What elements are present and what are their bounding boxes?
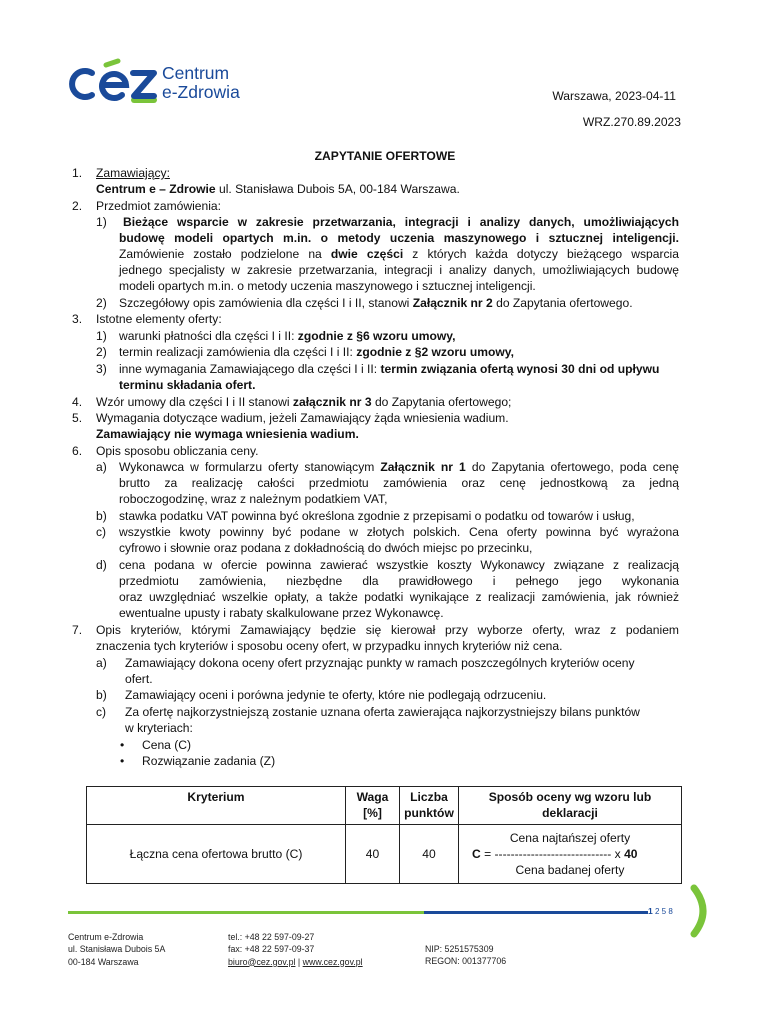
document-reference: WRZ.270.89.2023 <box>582 115 681 129</box>
cez-logo <box>68 58 278 108</box>
item-letter: a) <box>96 460 107 474</box>
text-run-bold: dwie części <box>330 247 404 261</box>
criteria-table <box>86 786 682 884</box>
paragraph-line <box>96 394 511 410</box>
paragraph-line: terminu składania ofert. <box>119 378 256 392</box>
text-run: inne wymagania Zamawiającego dla części I i II: <box>119 362 381 376</box>
item-number: 3) <box>96 362 107 376</box>
paragraph-line <box>119 328 455 344</box>
bullet-icon: • <box>120 754 125 768</box>
footer-phone: tel.: +48 22 597-09-27 <box>228 932 315 942</box>
header-text: punktów <box>404 806 454 820</box>
text-run: do Zapytania ofertowego, poda cenę <box>465 460 679 474</box>
section-number: 3. <box>72 312 83 326</box>
formula-numerator: Cena najtańszej oferty <box>509 831 631 845</box>
document-date: Warszawa, 2023-04-11 <box>552 89 676 103</box>
paragraph-line: Opis kryteriów, którymi Zamawiający będzie się kierował przy wyborze oferty, wraz z podaniem <box>96 623 679 637</box>
text-run-bold: zgodnie z §6 wzoru umowy, <box>297 329 456 343</box>
section-number: 7. <box>72 623 83 637</box>
footer-separator: | <box>295 956 303 967</box>
logo-text-line2: e-Zdrowia <box>162 82 240 102</box>
header-text: deklaracji <box>542 806 598 820</box>
text-run-bold: załącznik nr 3 <box>292 395 372 409</box>
paragraph-line: Za ofertę najkorzystniejszą zostanie uznana oferta zawierająca najkorzystniejszy bilans punktów <box>125 705 640 719</box>
section-heading: Przedmiot zamówienia: <box>96 199 222 213</box>
footer-website-link[interactable]: www.cez.gov.pl <box>302 956 363 967</box>
footer-divider-green <box>68 911 424 914</box>
bullet-item: Rozwiązanie zadania (Z) <box>142 754 276 768</box>
text-run: Zamówienie zostało podzielone na <box>119 247 331 261</box>
item-letter: d) <box>96 558 107 572</box>
footer-registry <box>425 943 506 968</box>
footer-nip: NIP: 5251575309 <box>425 944 494 954</box>
formula-fraction-bar: = ----------------------------- x <box>480 847 625 861</box>
footer-contact <box>228 931 363 968</box>
formula-symbol: C <box>472 847 481 861</box>
formula-line <box>459 846 681 862</box>
paragraph-line: znaczenia tych kryteriów i sposobu oceny ofert, w przypadku innych kryteriów niż cena. <box>96 639 563 653</box>
table-header-row <box>87 787 682 825</box>
paragraph-line <box>119 344 514 360</box>
section-number: 4. <box>72 395 83 409</box>
text-run: Szczegółowy opis zamówienia dla części I i II, stanowi <box>119 296 413 310</box>
footer-arc-icon <box>690 884 714 938</box>
contracting-party <box>96 181 460 197</box>
footer-city: 00-184 Warszawa <box>68 956 139 967</box>
paragraph-line: oraz uwzględniać wszelkie opłaty, a także podatki wynikające z realizacji zamówienia, jak również <box>119 590 679 604</box>
paragraph-line: Zamawiający nie wymaga wniesienia wadium. <box>96 427 359 441</box>
item-number: 2) <box>96 296 107 310</box>
paragraph-line: w kryteriach: <box>125 721 193 735</box>
text-run-bold: Załącznik nr 2 <box>412 296 493 310</box>
paragraph-line: cyfrowo i słownie oraz podana z dokładnością do dwóch miejsc po przecinku, <box>119 541 533 555</box>
item-letter: c) <box>96 705 107 719</box>
section-number: 1. <box>72 166 83 180</box>
document-title: ZAPYTANIE OFERTOWE <box>314 149 456 163</box>
cell-formula <box>459 825 682 884</box>
paragraph-line: roboczogodzinę, wraz z należnym podatkiem VAT, <box>119 492 388 506</box>
paragraph-line: budowę modeli opartych m.in. o metody uczenia maszynowego i sztucznej inteligencji. <box>119 231 679 245</box>
paragraph-line <box>119 246 679 262</box>
paragraph-line: ewentualne upusty i rabaty skalkulowane przez Wykonawcę. <box>119 606 444 620</box>
footer-fax: fax: +48 22 597-09-37 <box>228 944 315 955</box>
footer-org-name: Centrum e-Zdrowia <box>68 932 144 942</box>
item-letter: b) <box>96 509 107 523</box>
contracting-party-address: ul. Stanisława Dubois 5A, 00-184 Warszawa. <box>215 182 460 196</box>
paragraph-line: Bieżące wsparcie w zakresie przetwarzania, integracji i analizy danych, umożliwiających <box>123 215 679 229</box>
formula-multiplier: 40 <box>624 847 638 861</box>
section-number: 5. <box>72 411 83 425</box>
paragraph-line: modeli opartych m.in. o metody uczenia maszynowego i sztucznej inteligencji. <box>119 279 536 293</box>
section-number: 6. <box>72 444 83 458</box>
item-letter: a) <box>96 656 107 670</box>
bullet-icon: • <box>120 738 125 752</box>
footer-divider-blue <box>424 911 648 914</box>
text-run: do Zapytania ofertowego. <box>492 296 633 310</box>
item-number: 1) <box>96 329 107 343</box>
footer-email-link[interactable]: biuro@cez.gov.pl <box>228 956 296 967</box>
bullet-item: Cena (C) <box>142 738 192 752</box>
item-number: 2) <box>96 345 107 359</box>
header-text: Waga <box>356 790 389 804</box>
header-text: Kryterium <box>187 790 245 804</box>
footer-regon: REGON: 001377706 <box>425 956 507 967</box>
section-heading: Opis sposobu obliczania ceny. <box>96 444 259 458</box>
logo-text-line1: Centrum <box>162 63 230 83</box>
column-header-weight <box>346 787 400 825</box>
header-text: Sposób oceny wg wzoru lub <box>488 790 652 804</box>
paragraph-line: cena podana w ofercie powinna zawierać wszystkie koszty Wykonawcy związane z realizacją <box>119 558 679 572</box>
paragraph-line <box>119 295 633 311</box>
paragraph-line: stawka podatku VAT powinna być określona zgodnie z przepisami o podatku od towarów i usług, <box>119 509 635 523</box>
paragraph-line: Wymagania dotyczące wadium, jeżeli Zamawiający żąda wniesienia wadium. <box>96 411 509 425</box>
page-list: 2 5 8 <box>654 907 673 916</box>
current-page: 1 <box>648 906 653 916</box>
text-run-bold: Załącznik nr 1 <box>380 460 466 474</box>
paragraph-line: brutto za realizację całości przedmiotu zamówienia oraz cenę jednostkową za jedną <box>119 476 679 490</box>
formula-denominator: Cena badanej oferty <box>515 863 625 877</box>
cell-weight: 40 <box>346 825 400 884</box>
table-row <box>87 825 682 884</box>
section-number: 2. <box>72 199 83 213</box>
paragraph-line: Zamawiający dokona oceny ofert przyznając punkty w ramach poszczególnych kryteriów oceny <box>125 656 635 670</box>
paragraph-line: Zamawiający oceni i porówna jedynie te oferty, które nie podlegają odrzuceniu. <box>125 688 547 702</box>
item-number: 1) <box>96 215 107 229</box>
text-run: warunki płatności dla części I i II: <box>119 329 298 343</box>
text-run-bold: zgodnie z §2 wzoru umowy, <box>356 345 514 359</box>
header-text: [%] <box>363 806 382 820</box>
item-letter: b) <box>96 688 107 702</box>
footer-street: ul. Stanisława Dubois 5A <box>68 944 166 955</box>
paragraph-line: przedmiotu zamówienia, niezbędne dla prawidłowego i pełnego jego wykonania <box>119 574 679 588</box>
footer-address <box>68 931 165 968</box>
item-letter: c) <box>96 525 107 539</box>
paragraph-line: ofert. <box>125 672 153 686</box>
contracting-party-name: Centrum e – Zdrowie <box>96 182 216 196</box>
paragraph-line <box>119 361 659 377</box>
cell-criterion: Łączna cena ofertowa brutto (C) <box>87 825 346 884</box>
header-text: Liczba <box>410 790 448 804</box>
cez-logo-mark-icon <box>68 58 160 108</box>
text-run: Wykonawca w formularzu oferty stanowiącym <box>119 460 381 474</box>
cell-points: 40 <box>400 825 459 884</box>
text-run: Wzór umowy dla części I i II stanowi <box>96 395 293 409</box>
text-run: do Zapytania ofertowego; <box>371 395 512 409</box>
paragraph-line: wszystkie kwoty powinny być podane w złotych polskich. Cena oferty powinna być wyrażona <box>119 525 679 539</box>
text-run: termin realizacji zamówienia dla części I i II: <box>119 345 357 359</box>
section-heading: Istotne elementy oferty: <box>96 312 222 326</box>
text-run-bold: termin związania ofertą wynosi 30 dni od upływu <box>380 362 660 376</box>
text-run: z których każda dotyczy bieżącego wsparcia <box>403 247 679 261</box>
column-header-criterion <box>87 787 346 825</box>
section-heading: Zamawiający: <box>96 166 170 180</box>
column-header-points <box>400 787 459 825</box>
page-number <box>648 903 673 920</box>
paragraph-line: jednego specjalisty w zakresie przetwarzania, integracji i analizy danych, umożliwiających budowę <box>119 263 679 277</box>
paragraph-line <box>119 459 679 475</box>
column-header-method <box>459 787 682 825</box>
